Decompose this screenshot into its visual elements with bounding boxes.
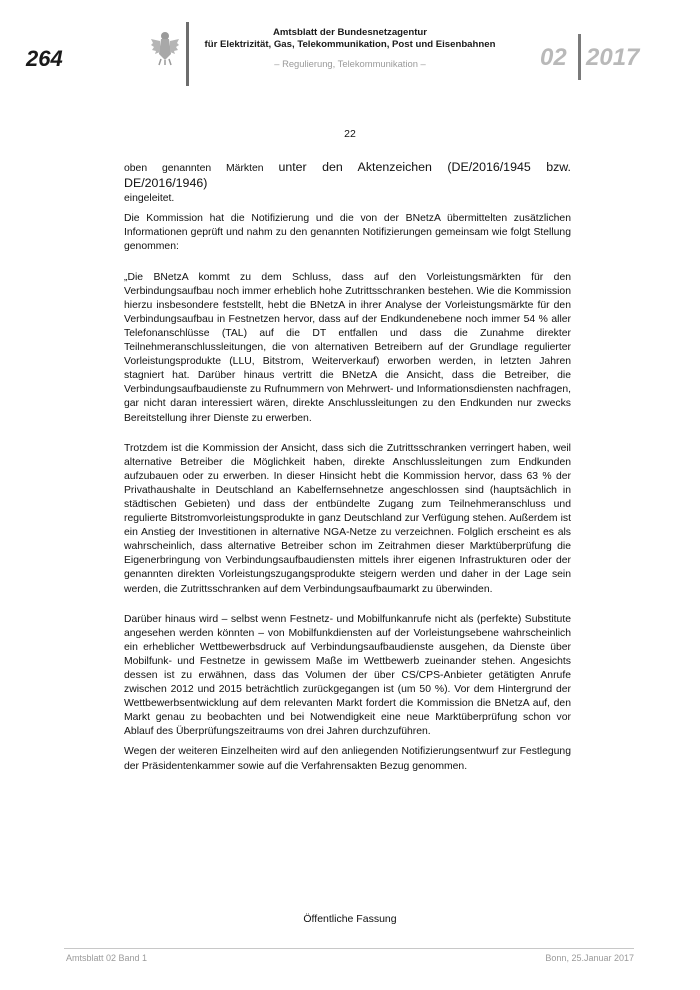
footer-divider (64, 948, 634, 949)
masthead-subtitle: für Elektrizität, Gas, Telekommunikation, Post und Eisenbahnen (204, 39, 496, 50)
paragraph-5: Darüber hinaus wird – selbst wenn Festnetz- und Mobilfunkanrufe nicht als (perfekte) Substitute angesehen werden könnten – von Mobilfunkdiensten auf der Vorleistungsebene wahrscheinlich ein erheblicher Wettbewerbsdruck auf Verbindungsaufbaudienste ausgehen, da Dienste über Mobilfunk- und Festnetze in gewissem Maße im Wettbewerb zueinander stehen. Angesichts dessen ist zu erwähnen, dass das Volumen der über CS/CPS-Anbieter getätigten Anrufe zwischen 2012 und 2015 beträchtlich zurückgegangen ist (um 50 %). Vor dem Hintergrund der Wettbewerbsentwicklung auf dem relevanten Markt fordert die Kommission die BNetzA auf, den Markt genau zu beobachten und bei Notwendigkeit eine neue Marktüberprüfung schon vor Ablauf des Überprüfungszeitraums von drei Jahren durchzuführen. (124, 613, 571, 738)
federal-eagle-icon (150, 30, 180, 66)
paragraph-1-lead: oben genannten Märkten (124, 163, 279, 174)
paragraph-2: Die Kommission hat die Notifizierung und die von der BNetzA übermittelten zusätzlichen Informationen geprüft und nahm zu den genannten Notifizierungen gemeinsam wie folgt Stellung genommen: (124, 213, 571, 253)
masthead-title: Amtsblatt der Bundesnetzagentur (272, 27, 428, 38)
paragraph-4: Trotzdem ist die Kommission der Ansicht, dass sich die Zutrittsschranken verringert haben, weil alternative Betreiber die Möglichkeit haben, direkte Anschlussleitungen zum Endkunden aufzubauen oder zu erwerben. In dieser Hinsicht hebt die Kommission hervor, dass 63 % der Privathaushalte in Deutschland an Kabelfernsehnetze angeschlossen sind (hauptsächlich in städtischen Gebieten) und dass der entbündelte Zugang zum Teilnehmeranschluss und regulierte Bitstromvorleistungsprodukte in ganz Deutschland zur Verfügung stehen. Außerdem ist ein Anstieg der Investitionen in alternative NGA-Netze zu verzeichnen. Folglich erscheint es als wahrscheinlich, dass alternative Betreiber schon im Zeitrahmen dieser Marktüberprüfung die Eigenerbringung von Verbindungsaufbaudiensten mittels ihrer eigenen Infrastrukturen oder der genannten direkten Vorleistungszugangsprodukte steigern werden und daher in der Lage sein werden, die Zutrittsschranken auf dem Verbindungsaufbaumarkt zu überwinden. (124, 442, 571, 595)
header-divider-right (578, 34, 581, 80)
footer-date: Bonn, 25.Januar 2017 (545, 953, 634, 963)
masthead (200, 27, 500, 70)
issue-number: 02 (540, 44, 567, 71)
masthead-section: – Regulierung, Telekommunikation – (274, 58, 426, 69)
paragraph-1-case-numbers: unter den Aktenzeichen (DE/2016/1945 bzw. DE/2016/1946) (124, 160, 571, 191)
paragraph-3: „Die BNetzA kommt zu dem Schluss, dass auf den Vorleistungsmärkten für den Verbindungsaufbau noch immer erheblich hohe Zutrittsschranken bestehen. Wie die Kommission hierzu insbesondere feststellt, hebt die BNetzA in ihrer Analyse der Vorleistungsmärkte für den Verbindungsaufbau in Festnetzen hervor, dass auf der Endkundenebene noch immer 54 % aller Telefonanschlüsse (TAL) auf die DT entfallen und dass die Zunahme direkter Teilnehmeranschlussleitungen, die von alternativen Betreibern auf der Grundlage regulierter Vorleistungsprodukte (LLU, Bitstrom, Weiterverkauf) erworben werden, in letzten Jahren stagniert hat. Darüber hinaus vertritt die BNetzA die Ansicht, dass die Betreiber, die Verbindungsaufbaudienste zu Rufnummern von Mehrwert- und Informationsdiensten nachfragen, gar nicht daran interessiert wären, direkte Anschlussleitungen zu den Endkunden nur zwecks Bereitstellung ihrer Dienste zu erwerben. (124, 271, 571, 424)
document-page-number: 22 (344, 128, 356, 140)
document-body (124, 160, 571, 774)
header-divider-left (186, 22, 189, 86)
paragraph-1-end: eingeleitet. (124, 193, 175, 205)
paragraph-1 (124, 160, 571, 206)
paragraph-6: Wegen der weiteren Einzelheiten wird auf den anliegenden Notifizierungsentwurf zur Festlegung der Präsidentenkammer sowie auf die Verfahrensakten Bezug genommen. (124, 746, 571, 772)
issue-year: 2017 (586, 44, 640, 71)
classification-label: Öffentliche Fassung (303, 913, 397, 925)
journal-page-number: 264 (26, 46, 63, 71)
footer-issue: Amtsblatt 02 Band 1 (66, 953, 148, 963)
